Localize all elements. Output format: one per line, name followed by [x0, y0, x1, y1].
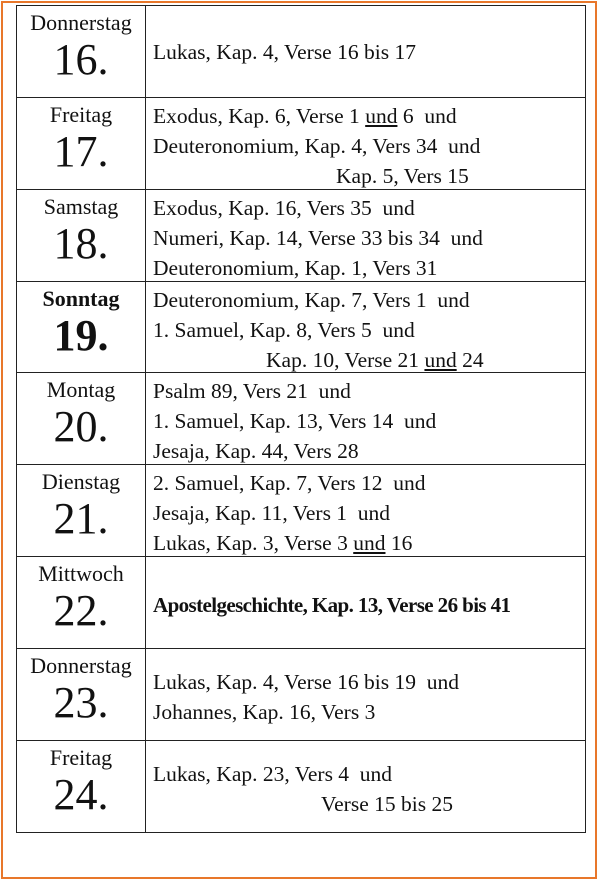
weekday-label: Sonntag: [42, 286, 120, 311]
weekday-label: Mittwoch: [38, 561, 124, 586]
weekday-label: Freitag: [49, 745, 113, 770]
reading-line: [153, 528, 585, 558]
date-number: 20.: [53, 402, 109, 451]
date-number: 19.: [53, 311, 109, 360]
weekday-label: Donnerstag: [30, 10, 132, 35]
day-cell: [17, 98, 146, 189]
reading-line: Kap. 5, Vers 15: [336, 164, 469, 188]
schedule-row: [17, 98, 585, 190]
weekday-label: Dienstag: [41, 469, 121, 494]
reading-cell: [146, 373, 585, 464]
reading-line: 2. Samuel, Kap. 7, Vers 12 und: [153, 471, 426, 495]
reading-line: Deuteronomium, Kap. 4, Vers 34 und: [153, 134, 481, 158]
reading-line: Lukas, Kap. 4, Verse 16 bis 19 und: [153, 670, 459, 694]
reading-line: Lukas, Kap. 4, Verse 16 bis 17: [153, 39, 416, 64]
day-cell: [17, 741, 146, 832]
reading-cell: [146, 282, 585, 372]
reading-text: 16: [385, 531, 413, 555]
schedule-row: [17, 649, 585, 741]
day-cell: [17, 465, 146, 556]
reading-line: Verse 15 bis 25: [321, 792, 453, 816]
date-number: 16.: [53, 35, 109, 84]
reading-line: [153, 345, 585, 375]
date-number: 24.: [53, 770, 109, 819]
reading-cell: [146, 741, 585, 832]
reading-line: [153, 101, 585, 131]
reading-schedule-table: [16, 5, 586, 833]
reading-line: Numeri, Kap. 14, Verse 33 bis 34 und: [153, 226, 483, 250]
reading-cell: [146, 6, 585, 97]
reading-line: Exodus, Kap. 16, Vers 35 und: [153, 196, 415, 220]
reading-cell: [146, 557, 585, 648]
reading-text: Lukas, Kap. 3, Verse 3: [153, 531, 354, 555]
schedule-row: [17, 465, 585, 557]
reading-cell: [146, 190, 585, 281]
schedule-row: [17, 557, 585, 649]
schedule-row: [17, 190, 585, 282]
reading-cell: [146, 465, 585, 556]
day-cell: [17, 6, 146, 97]
date-number: 18.: [53, 219, 109, 268]
day-cell: [17, 373, 146, 464]
weekday-label: Donnerstag: [30, 653, 132, 678]
date-number: 23.: [53, 678, 109, 727]
reading-line: Deuteronomium, Kap. 7, Vers 1 und: [153, 287, 470, 312]
day-cell: [17, 557, 146, 648]
underlined-conjunction: und: [424, 347, 457, 372]
reading-line: Psalm 89, Vers 21 und: [153, 379, 351, 403]
day-cell: [17, 282, 146, 372]
reading-line: 1. Samuel, Kap. 8, Vers 5 und: [153, 317, 415, 342]
day-cell: [17, 649, 146, 740]
underlined-conjunction: und: [353, 531, 386, 555]
reading-line: Jesaja, Kap. 11, Vers 1 und: [153, 501, 391, 525]
date-number: 17.: [53, 127, 109, 176]
schedule-row: [17, 282, 585, 373]
day-cell: [17, 190, 146, 281]
schedule-row: [17, 373, 585, 465]
reading-cell: [146, 649, 585, 740]
reading-text: Exodus, Kap. 6, Verse 1: [153, 104, 366, 128]
date-number: 22.: [53, 586, 109, 635]
reading-line: Jesaja, Kap. 44, Vers 28: [153, 439, 359, 463]
weekday-label: Samstag: [43, 194, 119, 219]
reading-text: Kap. 10, Verse 21: [266, 347, 425, 372]
schedule-row: [17, 741, 585, 832]
weekday-label: Freitag: [49, 102, 113, 127]
reading-line: 1. Samuel, Kap. 13, Vers 14 und: [153, 409, 437, 433]
reading-line: Lukas, Kap. 23, Vers 4 und: [153, 762, 393, 786]
reading-cell: [146, 98, 585, 189]
underlined-conjunction: und: [365, 104, 398, 128]
reading-text: 6 und: [397, 104, 457, 128]
reading-line: Johannes, Kap. 16, Vers 3: [153, 700, 376, 724]
date-number: 21.: [53, 494, 109, 543]
reading-text: 24: [456, 347, 484, 372]
weekday-label: Montag: [46, 377, 116, 402]
schedule-row: [17, 6, 585, 98]
reading-line: Deuteronomium, Kap. 1, Vers 31: [153, 256, 438, 280]
reading-line: Apostelgeschichte, Kap. 13, Verse 26 bis 41: [153, 593, 511, 617]
